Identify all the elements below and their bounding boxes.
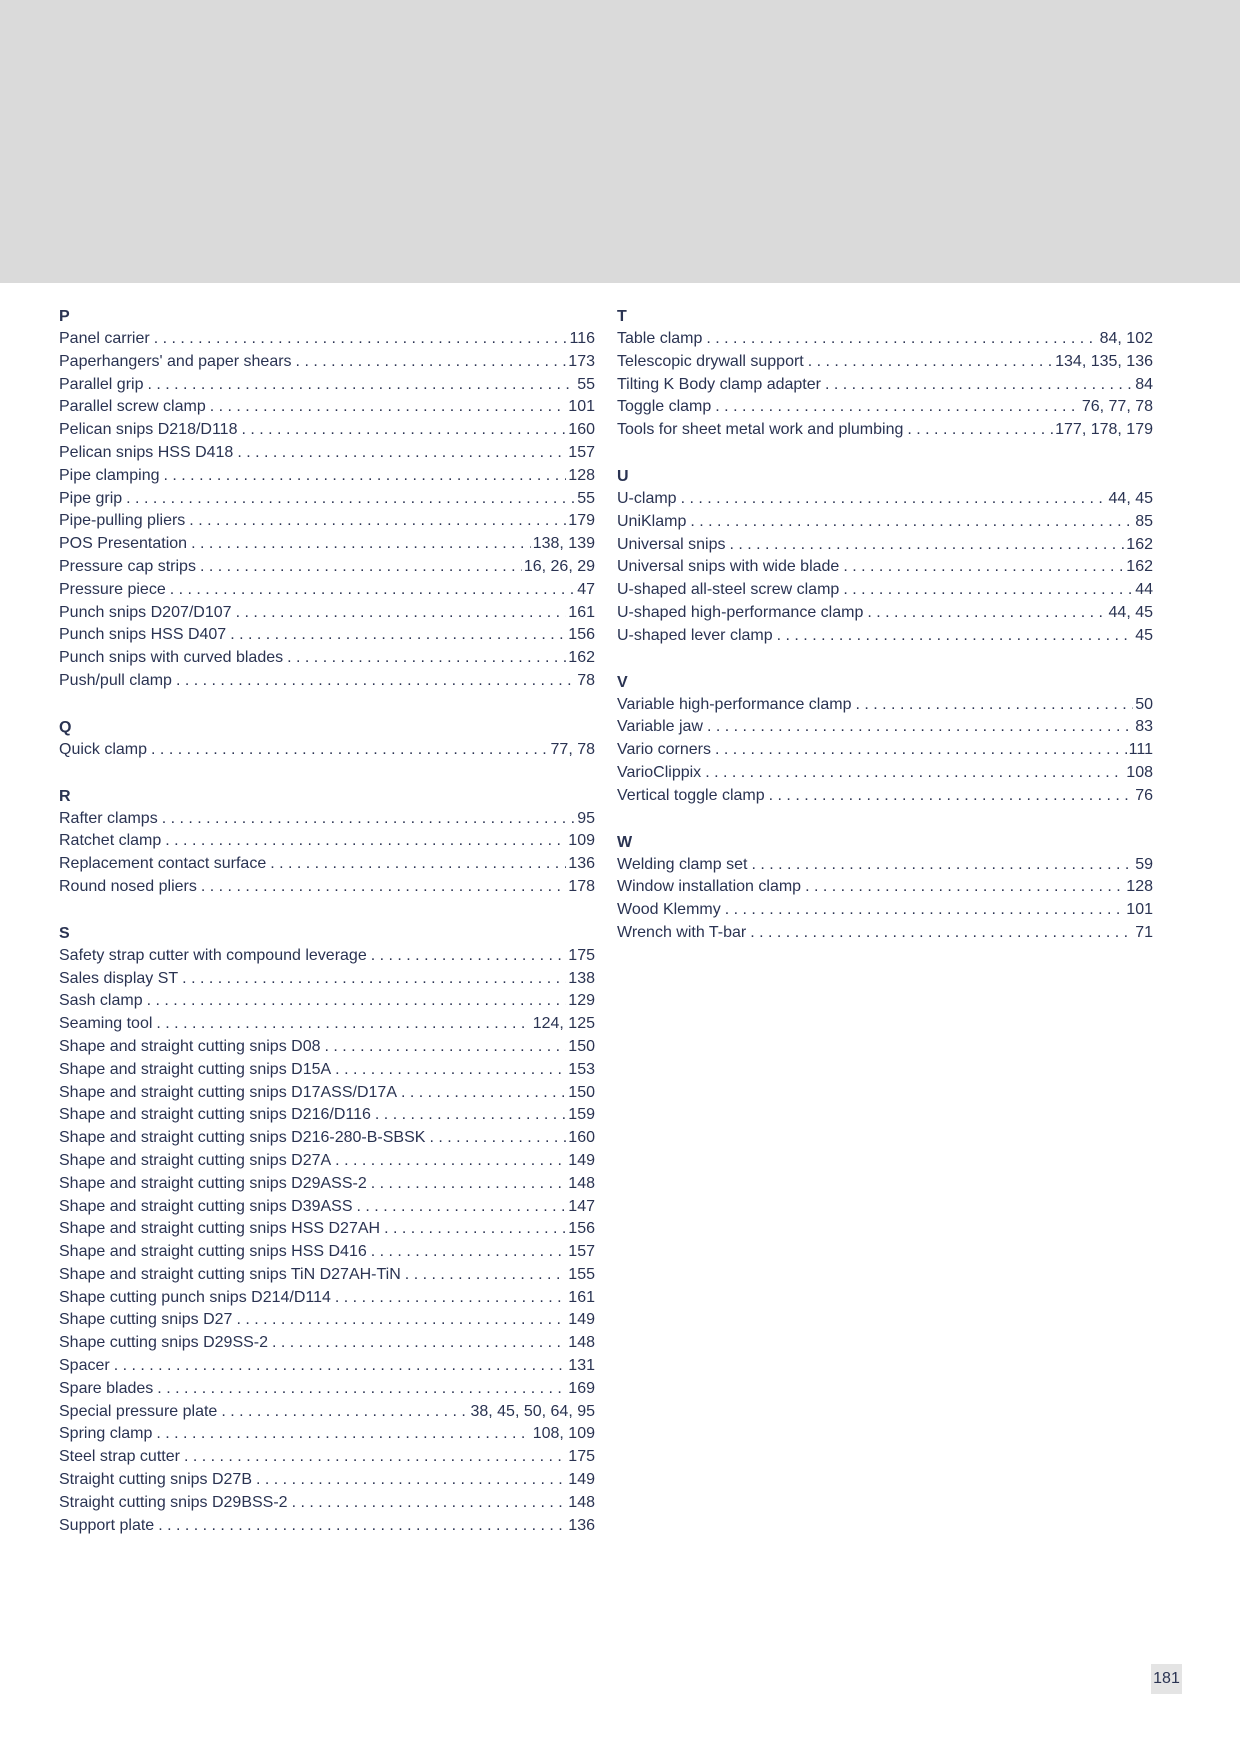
dot-leader	[126, 488, 575, 511]
entry-name: Pressure piece	[59, 580, 166, 598]
index-entry	[59, 1104, 595, 1127]
dot-leader	[230, 624, 566, 647]
index-entry	[59, 1059, 595, 1082]
index-entry	[59, 853, 595, 876]
entry-name: Tools for sheet metal work and plumbing	[617, 421, 904, 439]
dot-leader	[237, 442, 566, 465]
index-entry	[617, 876, 1153, 899]
entry-pages: 178	[568, 877, 595, 895]
index-entry	[59, 1515, 595, 1538]
entry-pages: 175	[568, 946, 595, 964]
dot-leader	[371, 1173, 567, 1196]
entry-pages: 162	[1126, 558, 1153, 576]
index-entry	[617, 374, 1153, 397]
index-entry	[59, 1446, 595, 1469]
entry-name: Round nosed pliers	[59, 877, 197, 895]
entry-name: Parallel screw clamp	[59, 398, 206, 416]
index-entry	[59, 1309, 595, 1332]
dot-leader	[825, 374, 1133, 397]
section-letter: R	[59, 787, 71, 805]
dot-leader	[165, 830, 566, 853]
entry-pages: 160	[568, 1129, 595, 1147]
index-section-u	[617, 465, 1153, 648]
entry-name: Pipe-pulling pliers	[59, 512, 186, 530]
dot-leader	[154, 328, 568, 351]
entry-name: Table clamp	[617, 330, 703, 347]
index-entry	[59, 1173, 595, 1196]
entry-name: Shape and straight cutting snips D29ASS-2	[59, 1174, 367, 1192]
section-letter: P	[59, 308, 70, 325]
entry-pages: 147	[568, 1197, 595, 1215]
entry-name: VarioClippix	[617, 763, 702, 781]
index-entry	[59, 396, 595, 419]
entry-name: Tilting K Body clamp adapter	[617, 375, 821, 393]
index-entry	[59, 1082, 595, 1105]
entry-pages: 149	[568, 1471, 595, 1489]
index-section-p	[59, 305, 595, 693]
index-entry	[617, 511, 1153, 534]
dot-leader	[270, 853, 566, 876]
dot-leader	[114, 1355, 567, 1378]
entry-name: Straight cutting snips D27B	[59, 1471, 252, 1489]
dot-leader	[808, 351, 1053, 374]
index-entry	[59, 830, 595, 853]
entry-name: U-shaped all-steel screw clamp	[617, 581, 840, 599]
index-entry	[59, 1378, 595, 1401]
entry-pages: 44, 45	[1108, 603, 1153, 621]
index-section-q	[59, 716, 595, 762]
index-entry	[617, 602, 1153, 625]
entry-name: Window installation clamp	[617, 878, 802, 896]
entry-name: Vario corners	[617, 741, 711, 759]
section-letter: V	[617, 673, 628, 691]
entry-pages: 177, 178, 179	[1055, 421, 1153, 439]
entry-name: Pressure cap strips	[59, 557, 196, 575]
index-entry	[617, 694, 1153, 717]
entry-pages: 169	[568, 1379, 595, 1397]
index-entry	[59, 328, 595, 351]
dot-leader	[843, 579, 1133, 602]
section-letter: T	[617, 308, 627, 325]
entry-name: Telescopic drywall support	[617, 352, 804, 370]
index-entry	[59, 488, 595, 511]
entry-name: Shape and straight cutting snips HSS D416	[59, 1243, 367, 1261]
entry-pages: 76	[1135, 786, 1153, 804]
entry-name: Variable high-performance clamp	[617, 695, 852, 713]
entry-pages: 159	[568, 1106, 595, 1124]
entry-pages: 47	[577, 580, 595, 598]
entry-pages: 136	[568, 1516, 595, 1534]
entry-pages: 129	[568, 992, 595, 1010]
index-entry	[617, 899, 1153, 922]
dot-leader	[164, 465, 567, 488]
entry-pages: 78	[577, 671, 595, 689]
entry-name: Pipe grip	[59, 489, 123, 507]
dot-leader	[256, 1469, 566, 1492]
entry-pages: 162	[1126, 535, 1153, 553]
dot-leader	[292, 1492, 567, 1515]
entry-name: Shape and straight cutting snips HSS D27AH	[59, 1220, 381, 1238]
index-entry	[59, 419, 595, 442]
entry-pages: 101	[568, 398, 595, 416]
dot-leader	[201, 876, 566, 899]
entry-name: Vertical toggle clamp	[617, 786, 765, 804]
index-entry	[617, 739, 1153, 762]
entry-name: Sales display ST	[59, 969, 179, 987]
entry-pages: 155	[568, 1265, 595, 1283]
entry-pages: 157	[568, 443, 595, 461]
index-column-right	[617, 305, 1153, 968]
dot-leader	[335, 1150, 566, 1173]
entry-name: Punch snips D207/D107	[59, 603, 232, 621]
dot-leader	[182, 968, 566, 991]
entry-pages: 173	[568, 352, 595, 370]
index-entry	[59, 1218, 595, 1241]
index-entry	[617, 854, 1153, 877]
dot-leader	[156, 1013, 530, 1036]
dot-leader	[162, 808, 576, 831]
dot-leader	[236, 1309, 566, 1332]
index-entry	[617, 488, 1153, 511]
dot-leader	[706, 328, 1097, 351]
index-entry	[617, 534, 1153, 557]
dot-leader	[287, 647, 566, 670]
index-entry	[59, 945, 595, 968]
dot-leader	[681, 488, 1107, 511]
entry-name: Shape and straight cutting snips TiN D27AH-TiN	[59, 1265, 401, 1283]
section-letter: S	[59, 924, 70, 942]
entry-name: Spare blades	[59, 1379, 154, 1397]
entry-pages: 160	[568, 421, 595, 439]
dot-leader	[325, 1036, 567, 1059]
index-entry	[59, 374, 595, 397]
index-entry	[617, 625, 1153, 648]
entry-name: Punch snips with curved blades	[59, 649, 284, 667]
dot-leader	[221, 1401, 468, 1424]
dot-leader	[715, 739, 1127, 762]
dot-leader	[384, 1218, 566, 1241]
entry-pages: 50	[1135, 695, 1153, 713]
dot-leader	[147, 990, 567, 1013]
entry-name: Universal snips	[617, 535, 726, 553]
index-entry	[617, 716, 1153, 739]
dot-leader	[189, 510, 566, 533]
index-entry	[59, 1150, 595, 1173]
dot-leader	[157, 1378, 566, 1401]
index-section-s	[59, 922, 595, 1538]
entry-name: Shape cutting snips D27	[59, 1311, 233, 1329]
entry-name: Safety strap cutter with compound leverage	[59, 946, 367, 964]
index-entry	[59, 579, 595, 602]
index-entry	[617, 351, 1153, 374]
entry-pages: 45	[1135, 626, 1153, 644]
dot-leader	[191, 533, 531, 556]
entry-name: Spacer	[59, 1357, 110, 1375]
entry-pages: 136	[568, 855, 595, 873]
dot-leader	[867, 602, 1106, 625]
entry-name: U-shaped high-performance clamp	[617, 603, 864, 621]
entry-name: Toggle clamp	[617, 398, 712, 416]
dot-leader	[805, 876, 1124, 899]
entry-name: Sash clamp	[59, 992, 143, 1010]
entry-pages: 44, 45	[1108, 489, 1153, 507]
header-band	[0, 0, 1240, 283]
entry-pages: 156	[568, 626, 595, 644]
entry-pages: 95	[577, 809, 595, 827]
entry-name: Shape and straight cutting snips D27A	[59, 1151, 332, 1169]
dot-leader	[176, 670, 575, 693]
index-entry	[617, 785, 1153, 808]
index-entry	[59, 602, 595, 625]
entry-pages: 149	[568, 1151, 595, 1169]
dot-leader	[200, 556, 522, 579]
section-letter: U	[617, 467, 629, 485]
dot-leader	[158, 1515, 566, 1538]
entry-pages: 124, 125	[532, 1015, 595, 1033]
entry-name: Welding clamp set	[617, 855, 748, 873]
index-entry	[59, 1401, 595, 1424]
index-entry	[59, 1332, 595, 1355]
dot-leader	[401, 1082, 566, 1105]
index-entry	[617, 328, 1153, 351]
entry-name: Shape and straight cutting snips D17ASS/D17A	[59, 1083, 397, 1101]
entry-name: Pipe clamping	[59, 466, 160, 484]
dot-leader	[170, 579, 575, 602]
entry-name: Rafter clamps	[59, 809, 158, 827]
entry-pages: 161	[568, 603, 595, 621]
entry-name: Shape and straight cutting snips D39ASS	[59, 1197, 353, 1215]
index-entry	[59, 1423, 595, 1446]
index-entry	[59, 1241, 595, 1264]
dot-leader	[729, 534, 1124, 557]
entry-pages: 71	[1135, 923, 1153, 941]
entry-pages: 149	[568, 1311, 595, 1329]
entry-name: Universal snips with wide blade	[617, 558, 840, 576]
dot-leader	[147, 374, 575, 397]
entry-name: Shape and straight cutting snips D15A	[59, 1060, 332, 1078]
entry-pages: 55	[577, 489, 595, 507]
index-entry	[59, 1469, 595, 1492]
entry-name: Wood Klemmy	[617, 901, 721, 919]
dot-leader	[843, 556, 1124, 579]
index-entry	[59, 670, 595, 693]
section-letter: Q	[59, 718, 72, 736]
entry-pages: 44	[1135, 581, 1153, 599]
entry-pages: 84	[1135, 375, 1153, 393]
entry-pages: 84, 102	[1099, 330, 1153, 347]
dot-leader	[750, 922, 1133, 945]
dot-leader	[715, 396, 1080, 419]
dot-leader	[210, 396, 567, 419]
dot-leader	[769, 785, 1134, 808]
entry-pages: 134, 135, 136	[1055, 352, 1153, 370]
index-entry	[617, 556, 1153, 579]
entry-name: Ratchet clamp	[59, 832, 162, 850]
entry-pages: 153	[568, 1060, 595, 1078]
entry-pages: 85	[1135, 512, 1153, 530]
entry-pages: 55	[577, 375, 595, 393]
entry-pages: 116	[569, 330, 595, 347]
dot-leader	[156, 1423, 530, 1446]
index-entry	[59, 442, 595, 465]
entry-name: Shape and straight cutting snips D216-280-B-SBSK	[59, 1129, 426, 1147]
dot-leader	[690, 511, 1133, 534]
index-entry	[59, 1127, 595, 1150]
index-entry	[59, 1196, 595, 1219]
entry-name: Replacement contact surface	[59, 855, 267, 873]
entry-name: Shape cutting punch snips D214/D114	[59, 1288, 331, 1306]
dot-leader	[855, 694, 1133, 717]
index-entry	[59, 876, 595, 899]
entry-name: Variable jaw	[617, 718, 703, 736]
entry-pages: 150	[568, 1083, 595, 1101]
entry-pages: 108, 109	[532, 1425, 595, 1443]
dot-leader	[236, 602, 567, 625]
entry-pages: 148	[568, 1334, 595, 1352]
index-section-t	[617, 305, 1153, 442]
entry-pages: 76, 77, 78	[1081, 398, 1153, 416]
section-letter: W	[617, 833, 633, 851]
entry-name: Pelican snips HSS D418	[59, 443, 234, 461]
dot-leader	[375, 1104, 566, 1127]
index-entry	[59, 739, 595, 762]
entry-pages: 156	[568, 1220, 595, 1238]
dot-leader	[429, 1127, 566, 1150]
entry-name: Wrench with T-bar	[617, 923, 747, 941]
index-entry	[617, 396, 1153, 419]
entry-name: Push/pull clamp	[59, 671, 172, 689]
page-number: 181	[1151, 1664, 1182, 1694]
entry-name: UniKlamp	[617, 512, 687, 530]
dot-leader	[241, 419, 566, 442]
dot-leader	[357, 1196, 567, 1219]
entry-pages: 83	[1135, 718, 1153, 736]
entry-name: Shape cutting snips D29SS-2	[59, 1334, 269, 1352]
dot-leader	[705, 762, 1124, 785]
entry-pages: 131	[568, 1357, 595, 1375]
entry-name: U-clamp	[617, 489, 677, 507]
entry-name: Panel carrier	[59, 330, 150, 347]
dot-leader	[725, 899, 1125, 922]
entry-name: Shape and straight cutting snips D216/D116	[59, 1106, 371, 1124]
entry-pages: 157	[568, 1243, 595, 1261]
entry-pages: 101	[1126, 901, 1153, 919]
index-entry	[59, 968, 595, 991]
index-entry	[59, 351, 595, 374]
entry-name: Pelican snips D218/D118	[59, 421, 238, 439]
entry-pages: 111	[1128, 741, 1153, 759]
index-entry	[59, 624, 595, 647]
dot-leader	[371, 1241, 567, 1264]
entry-name: POS Presentation	[59, 535, 188, 553]
entry-name: Special pressure plate	[59, 1402, 218, 1420]
dot-leader	[405, 1264, 567, 1287]
entry-name: Seaming tool	[59, 1015, 153, 1033]
entry-name: Parallel grip	[59, 375, 144, 393]
index-entry	[59, 556, 595, 579]
index-entry	[59, 533, 595, 556]
entry-pages: 148	[568, 1174, 595, 1192]
entry-pages: 59	[1135, 855, 1153, 873]
entry-name: U-shaped lever clamp	[617, 626, 773, 644]
index-entry	[59, 1287, 595, 1310]
dot-leader	[272, 1332, 566, 1355]
entry-pages: 175	[568, 1448, 595, 1466]
entry-pages: 150	[568, 1037, 595, 1055]
entry-name: Steel strap cutter	[59, 1448, 180, 1466]
index-section-r	[59, 785, 595, 899]
entry-name: Quick clamp	[59, 740, 148, 758]
entry-name: Straight cutting snips D29BSS-2	[59, 1493, 288, 1511]
dot-leader	[707, 716, 1133, 739]
index-entry	[59, 990, 595, 1013]
entry-pages: 38, 45, 50, 64, 95	[470, 1402, 595, 1420]
dot-leader	[151, 739, 548, 762]
entry-pages: 148	[568, 1493, 595, 1511]
entry-pages: 138	[568, 969, 595, 987]
index-entry	[59, 1264, 595, 1287]
index-entry	[59, 1355, 595, 1378]
index-section-v	[617, 671, 1153, 808]
index-entry	[59, 1013, 595, 1036]
dot-leader	[184, 1446, 566, 1469]
index-entry	[59, 647, 595, 670]
index-entry	[59, 1036, 595, 1059]
index-entry	[59, 465, 595, 488]
index-entry	[59, 808, 595, 831]
index-column-left	[59, 305, 595, 1560]
entry-name: Paperhangers' and paper shears	[59, 352, 292, 370]
index-entry	[59, 510, 595, 533]
entry-name: Shape and straight cutting snips D08	[59, 1037, 321, 1055]
dot-leader	[751, 854, 1133, 877]
entry-pages: 108	[1126, 763, 1153, 781]
dot-leader	[777, 625, 1134, 648]
entry-name: Punch snips HSS D407	[59, 626, 227, 644]
index-entry	[617, 922, 1153, 945]
index-entry	[59, 1492, 595, 1515]
entry-name: Support plate	[59, 1516, 155, 1534]
entry-pages: 138, 139	[532, 535, 595, 553]
entry-pages: 179	[568, 512, 595, 530]
dot-leader	[296, 351, 567, 374]
entry-pages: 77, 78	[550, 740, 595, 758]
entry-pages: 128	[568, 466, 595, 484]
index-entry	[617, 419, 1153, 442]
index-entry	[617, 579, 1153, 602]
entry-pages: 16, 26, 29	[523, 557, 595, 575]
dot-leader	[335, 1059, 566, 1082]
dot-leader	[335, 1287, 566, 1310]
dot-leader	[907, 419, 1053, 442]
entry-pages: 128	[1126, 878, 1153, 896]
entry-pages: 162	[568, 649, 595, 667]
index-entry	[617, 762, 1153, 785]
entry-pages: 109	[568, 832, 595, 850]
dot-leader	[371, 945, 567, 968]
index-section-w	[617, 831, 1153, 945]
entry-name: Spring clamp	[59, 1425, 153, 1443]
entry-pages: 161	[568, 1288, 595, 1306]
